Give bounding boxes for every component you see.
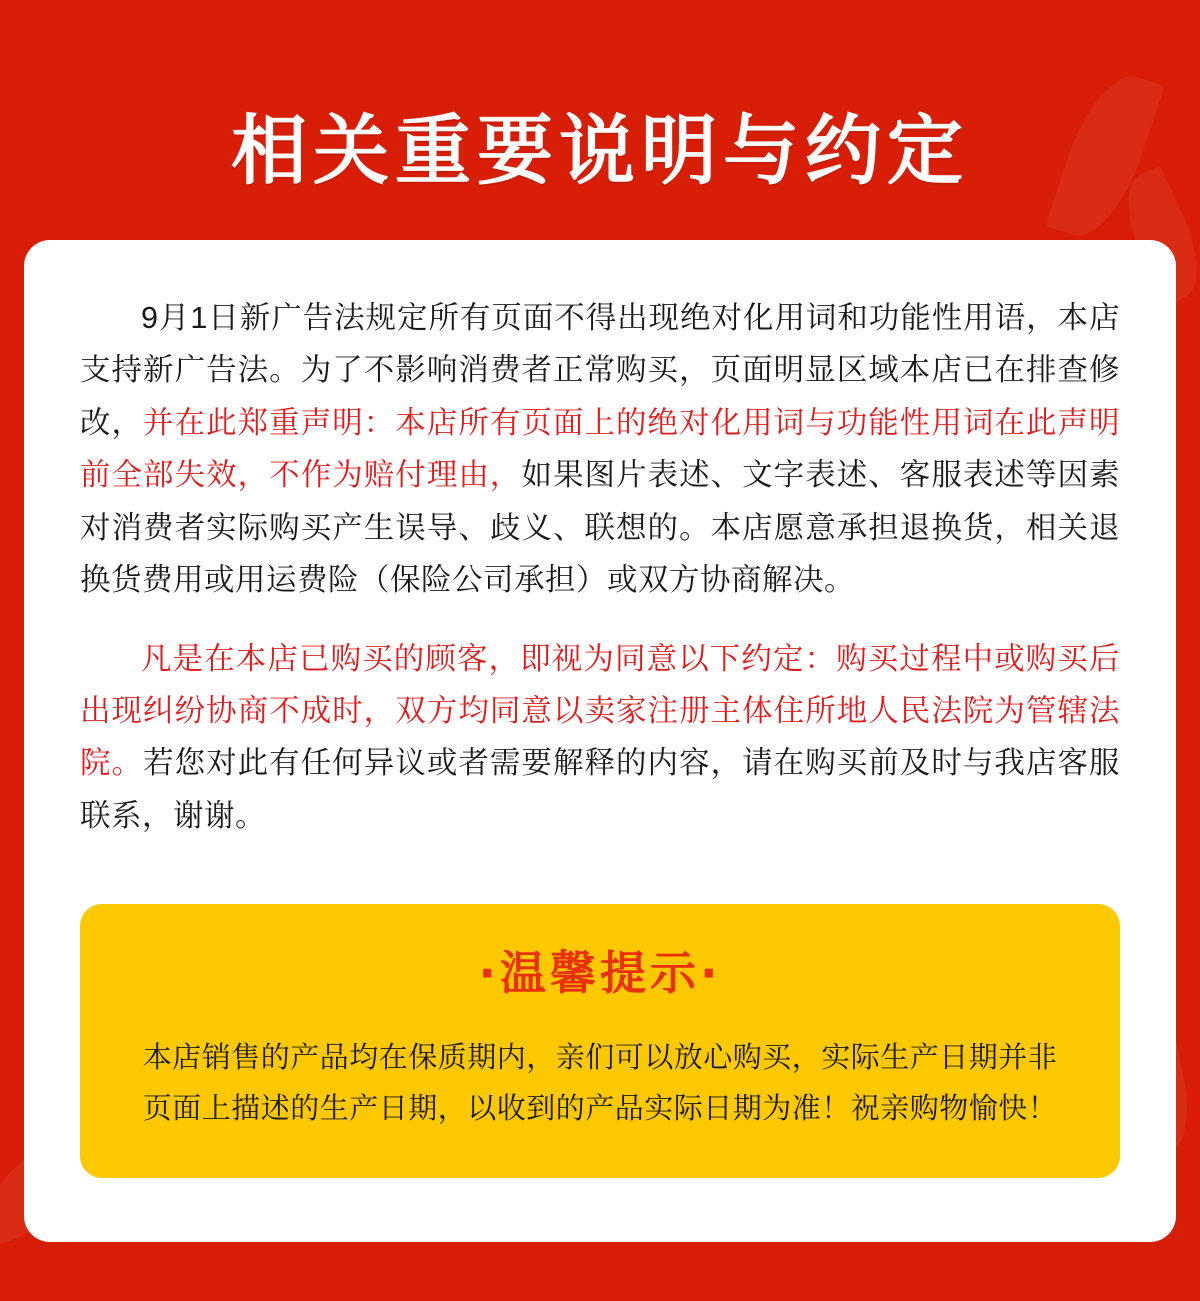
paragraph-1-highlight: 并在此郑重声明：本店所有页面上的绝对化用词与功能性用词在此声明前全部失效，不作为赔付理由，	[80, 405, 1120, 493]
notice-paragraph-2	[80, 633, 1120, 843]
promo-notice-page	[0, 51, 1200, 1301]
notice-card	[24, 240, 1176, 1242]
warm-tips-line-2: 页面上描述的生产日期，以收到的产品实际日期为准！祝亲购物愉快！	[142, 1092, 1058, 1125]
page-title: 相关重要说明与约定	[231, 105, 969, 195]
warm-tips-box	[80, 904, 1120, 1178]
notice-paragraph-1	[80, 292, 1120, 607]
warm-tips-body	[120, 1033, 1080, 1135]
warm-tips-line-1: 本店销售的产品均在保质期内，亲们可以放心购买，实际生产日期并非	[142, 1041, 1058, 1074]
paragraph-1-text-part-1: 9月1日新广告法规定所有页面不得出现绝对化用词和功能性用语，本店支持新广告法。为了不影响消费者正常购买，页面明显区域本店已在排查修改，	[80, 300, 1120, 440]
paragraph-1-text-part-2: 如果图片表述、文字表述、客服表述等因素对消费者实际购买产生误导、歧义、联想的。本店愿意承担退换货，相关退换货费用或用运费险（保险公司承担）或双方协商解决。	[80, 458, 1120, 598]
paragraph-2-highlight: 凡是在本店已购买的顾客，即视为同意以下约定：购买过程中或购买后出现纠纷协商不成时，双方均同意以卖家注册主体住所地人民法院为管辖法院。	[80, 641, 1120, 781]
paragraph-2-text-part-2: 若您对此有任何异议或者需要解释的内容，请在购买前及时与我店客服联系，谢谢。	[80, 746, 1120, 833]
warm-tips-title: ·温馨提示·	[478, 946, 722, 1001]
